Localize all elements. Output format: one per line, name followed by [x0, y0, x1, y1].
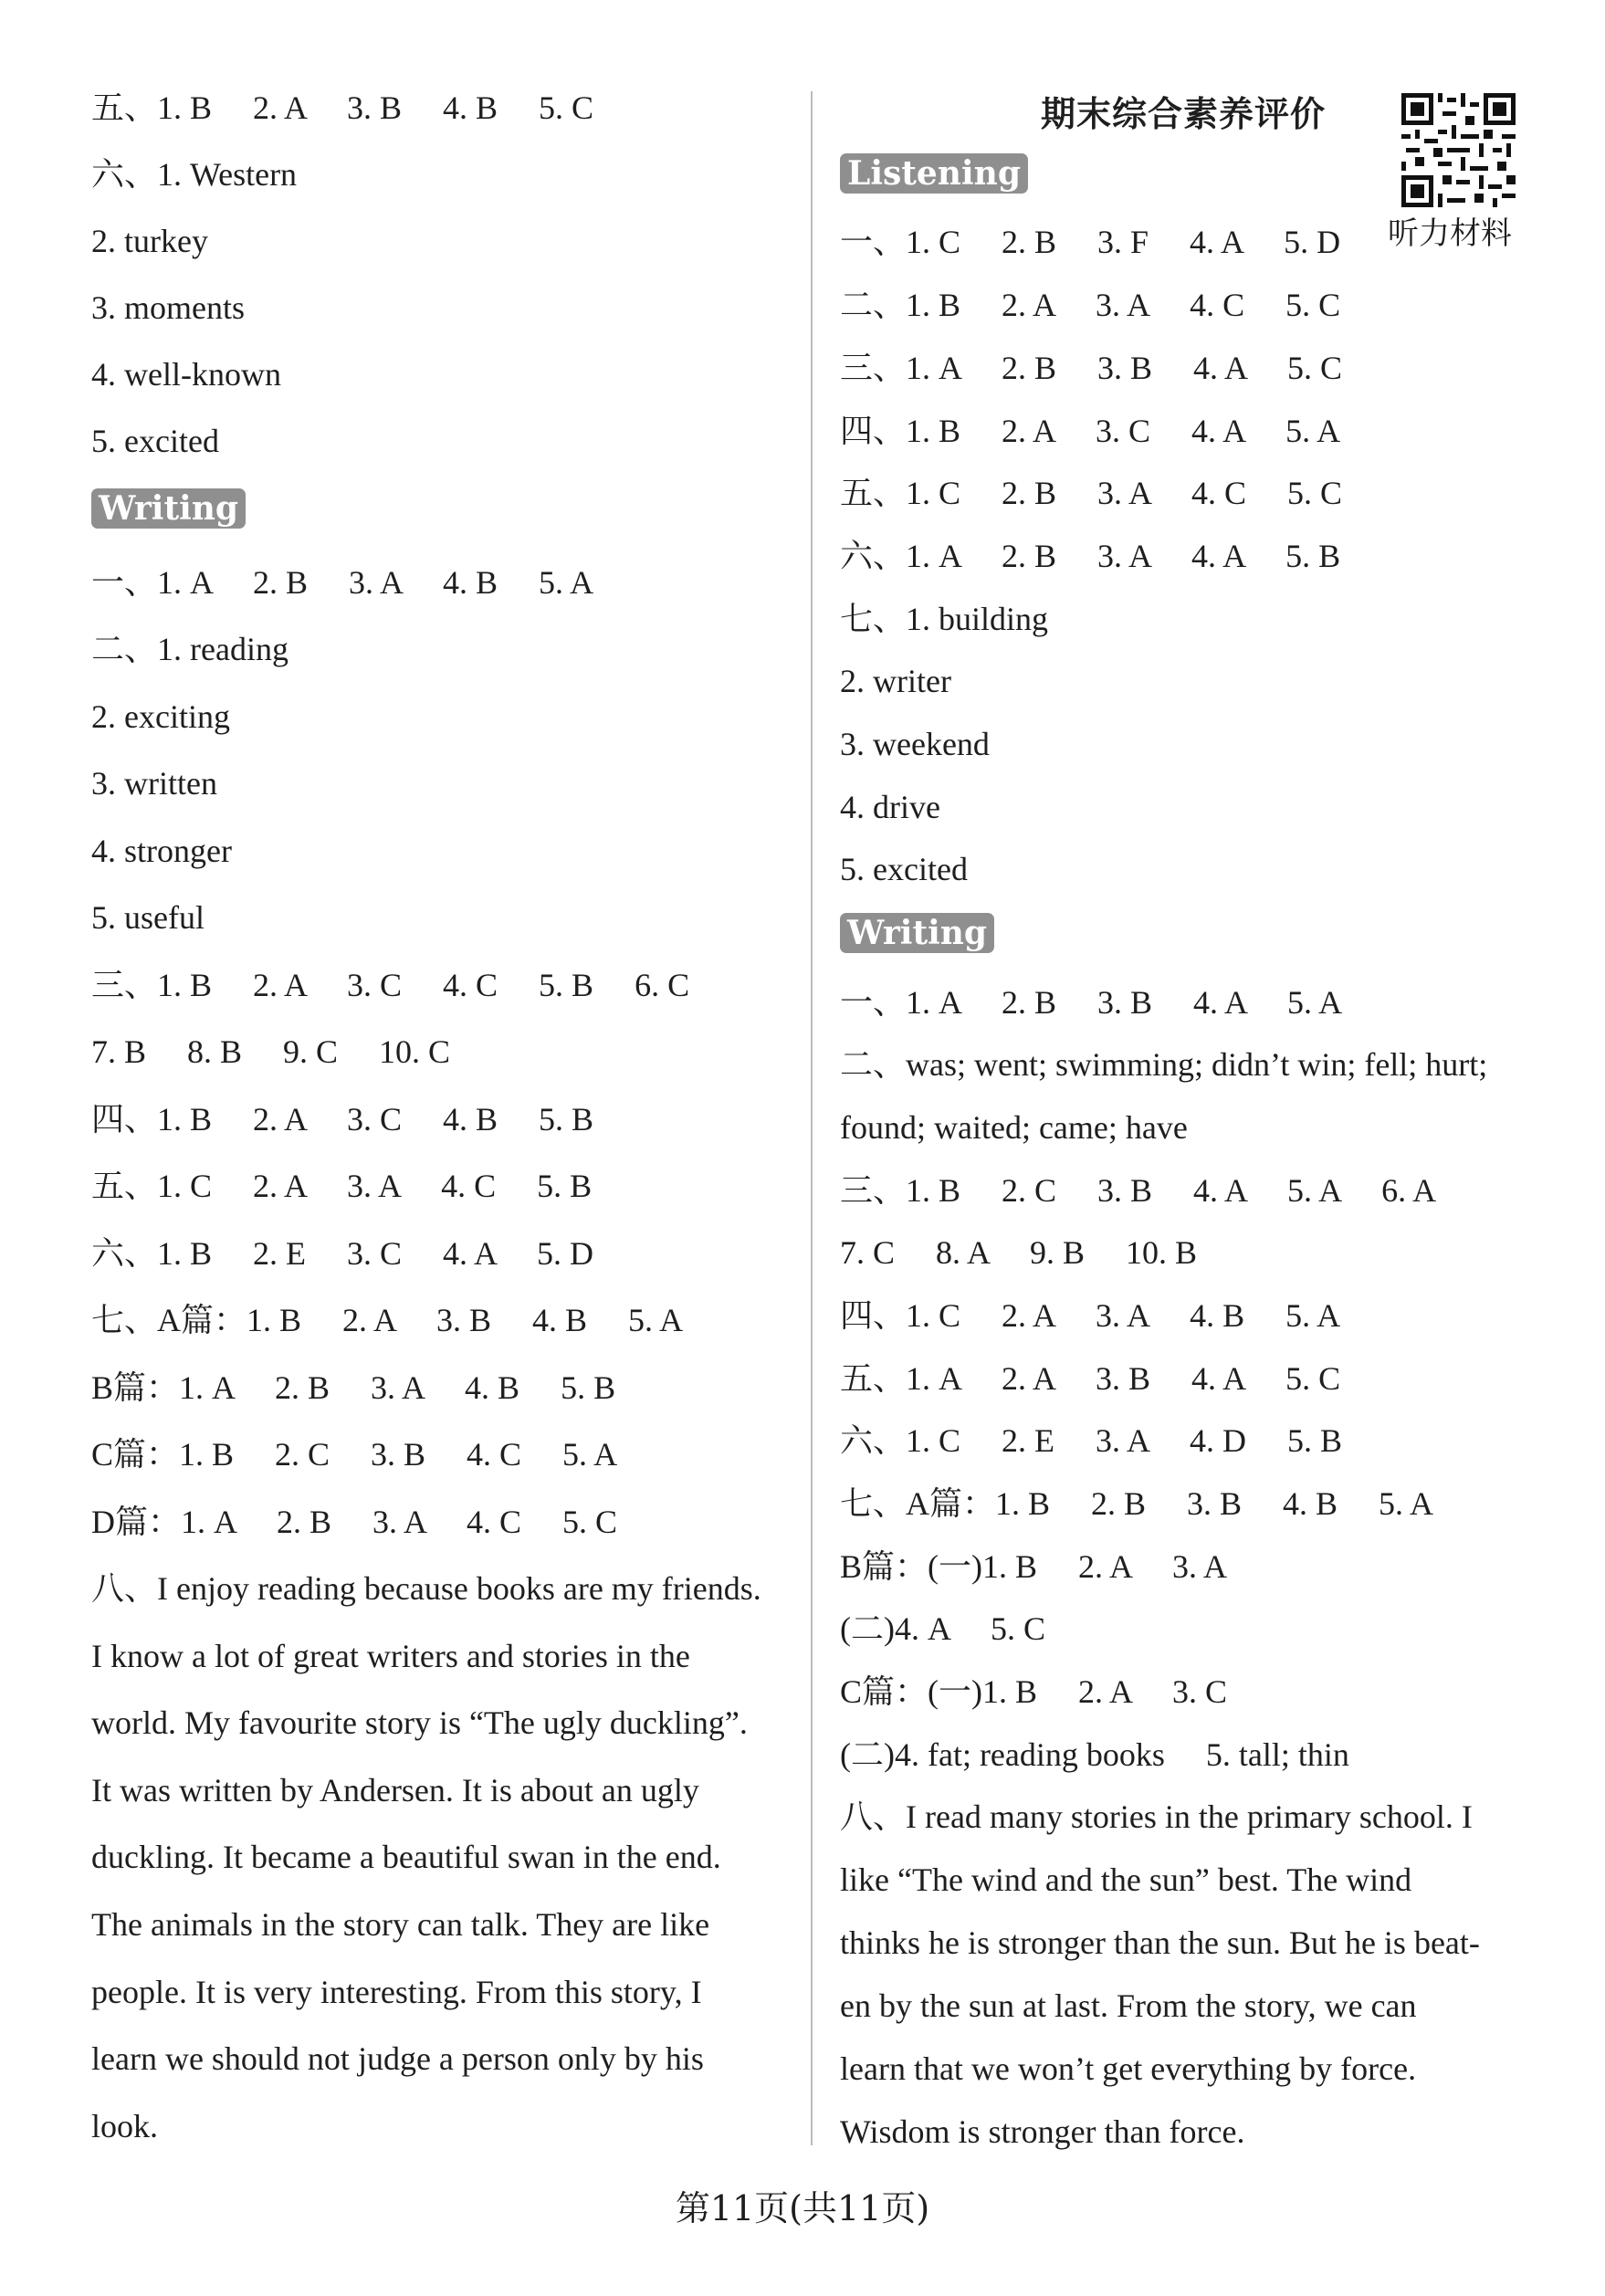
essay-line: world. My favourite story is “The ugly duckling”. [91, 1704, 748, 1742]
answer-line: B篇：(一)1. B 2. A 3. A [840, 1548, 1228, 1585]
answer-line: 五、1. A 2. A 3. B 4. A 5. C [840, 1360, 1341, 1397]
answer-line: 五、1. B 2. A 3. B 4. B 5. C [91, 89, 594, 126]
essay-line: learn that we won’t get everything by force. [840, 2050, 1417, 2087]
answer-line: C篇：(一)1. B 2. A 3. C [840, 1673, 1228, 1710]
writing-section-badge: Writing [840, 913, 994, 953]
right-essay [840, 1795, 1526, 2173]
answer-line: 一、1. A 2. B 3. B 4. A 5. A [840, 984, 1343, 1021]
answer-line: (二)4. A 5. C [840, 1610, 1046, 1647]
answer-line: 六、1. B 2. E 3. C 4. A 5. D [91, 1235, 594, 1272]
page-footer: 第11页(共11页) [675, 2188, 930, 2228]
essay-line: The animals in the story can talk. They are like [91, 1905, 710, 1943]
answer-line: 一、1. C 2. B 3. F 4. A 5. D [840, 224, 1341, 260]
answer-line: 7. B 8. B 9. C 10. C [91, 1033, 451, 1070]
answer-line: 2. exciting [91, 698, 230, 735]
answer-line: 三、1. B 2. C 3. B 4. A 5. A 6. A [840, 1172, 1437, 1209]
answer-line: 七、1. building [840, 601, 1049, 637]
answer-line: B篇：1. A 2. B 3. A 4. B 5. B [91, 1369, 616, 1406]
left-essay [91, 1567, 778, 2171]
answer-line: 7. C 8. A 9. B 10. B [840, 1234, 1198, 1271]
essay-line: people. It is very interesting. From this story, I [91, 1973, 702, 2010]
answer-line: (二)4. fat; reading books 5. tall; thin [840, 1736, 1349, 1773]
answer-line: 5. excited [840, 851, 968, 887]
answer-line: 二、1. B 2. A 3. A 4. C 5. C [840, 287, 1341, 323]
answer-line: 四、1. B 2. A 3. C 4. A 5. A [840, 413, 1341, 449]
page-title: 期末综合素养评价 [1041, 94, 1327, 134]
answer-line: 4. well-known [91, 356, 281, 393]
qr-caption: 听力材料 [1388, 215, 1512, 252]
answer-line: 4. stronger [91, 833, 232, 869]
answer-line: 六、1. Western [91, 156, 298, 193]
answer-line: 五、1. C 2. B 3. A 4. C 5. C [840, 475, 1343, 511]
answer-line: 二、was; went; swimming; didn’t win; fell; hurt; [840, 1046, 1488, 1083]
answer-line: 二、1. reading [91, 631, 288, 667]
answer-line: 六、1. C 2. E 3. A 4. D 5. B [840, 1422, 1343, 1459]
essay-line: duckling. It became a beautiful swan in the end. [91, 1839, 721, 1876]
answer-line: 2. writer [840, 663, 951, 699]
answer-line: 3. written [91, 765, 217, 802]
answer-line: 六、1. A 2. B 3. A 4. A 5. B [840, 538, 1341, 574]
essay-line: I know a lot of great writers and stories in the [91, 1637, 690, 1674]
answer-line: D篇：1. A 2. B 3. A 4. C 5. C [91, 1504, 618, 1540]
answer-line: 四、1. B 2. A 3. C 4. B 5. B [91, 1101, 594, 1138]
answer-line: 3. moments [91, 289, 245, 326]
answer-line: C篇：1. B 2. C 3. B 4. C 5. A [91, 1436, 618, 1473]
answer-line: 五、1. C 2. A 3. A 4. C 5. B [91, 1168, 593, 1204]
essay-line: 八、I enjoy reading because books are my friends. [91, 1570, 761, 1607]
qr-code-icon[interactable] [1401, 93, 1516, 207]
answer-line: 三、1. A 2. B 3. B 4. A 5. C [840, 350, 1343, 386]
answer-line: 七、A篇：1. B 2. A 3. B 4. B 5. A [91, 1302, 684, 1338]
answer-line: 5. excited [91, 423, 219, 459]
writing-section-badge: Writing [91, 488, 246, 529]
answer-line: 4. drive [840, 789, 940, 825]
essay-line: learn we should not judge a person only by his [91, 2040, 704, 2078]
answer-line: 七、A篇：1. B 2. B 3. B 4. B 5. A [840, 1485, 1434, 1522]
essay-line: It was written by Andersen. It is about an ugly [91, 1771, 699, 1808]
answer-line: 5. useful [91, 899, 205, 936]
essay-line: Wisdom is stronger than force. [840, 2113, 1245, 2150]
answer-line: 2. turkey [91, 223, 208, 259]
listening-section-badge: Listening [840, 153, 1028, 194]
answer-line: 四、1. C 2. A 3. A 4. B 5. A [840, 1297, 1341, 1334]
essay-line: look. [91, 2107, 159, 2144]
answer-line: 三、1. B 2. A 3. C 4. C 5. B 6. C [91, 967, 690, 1003]
essay-line: thinks he is stronger than the sun. But he is beat- [840, 1924, 1480, 1961]
answer-line: 一、1. A 2. B 3. A 4. B 5. A [91, 564, 594, 601]
column-divider [811, 91, 813, 2145]
answer-line: found; waited; came; have [840, 1109, 1188, 1146]
answer-line: 3. weekend [840, 726, 990, 762]
essay-line: 八、I read many stories in the primary school. I [840, 1798, 1473, 1835]
essay-line: en by the sun at last. From the story, we can [840, 1987, 1417, 2024]
essay-line: like “The wind and the sun” best. The wind [840, 1861, 1412, 1898]
